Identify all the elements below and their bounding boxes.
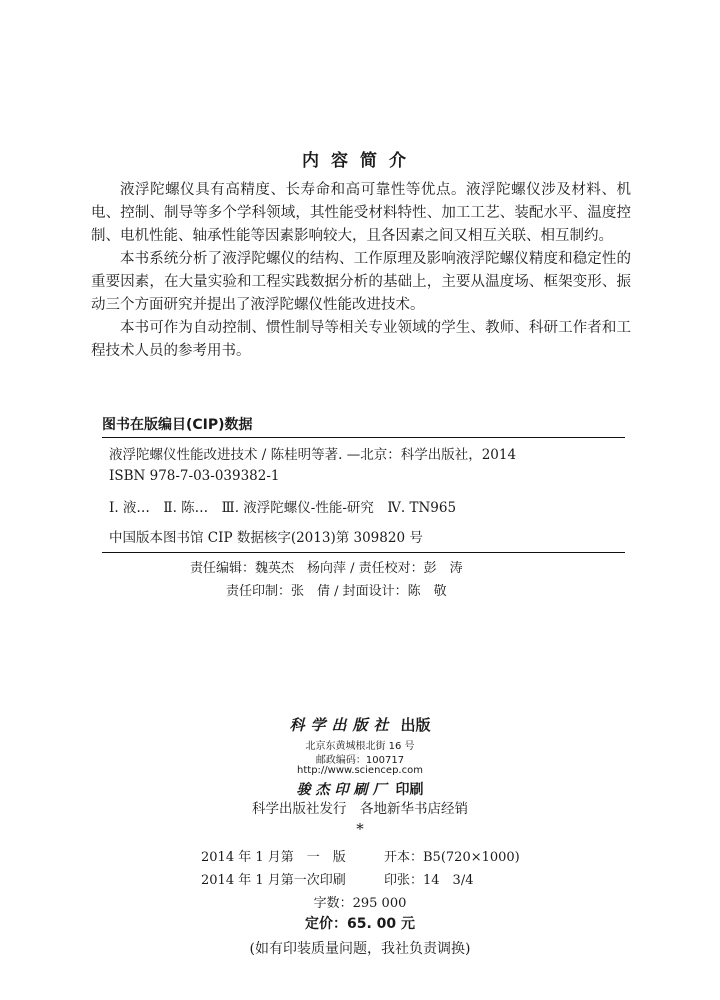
edition-info: 2014 年 1 月第 一 版: [201, 850, 346, 865]
summary-paragraph: 本书可作为自动控制、惯性制导等相关专业领域的学生、教师、科研工作者和工程技术人员的参考用书。: [91, 320, 631, 359]
format-info: 开本：B5(720×1000): [384, 850, 520, 865]
distribution-line: 科学出版社发行 各地新华书店经销: [252, 801, 468, 817]
cip-title-line: 液浮陀螺仪性能改进技术 / 陈桂明等著. —北京：科学出版社，2014: [109, 447, 517, 463]
summary-title: 内容简介: [302, 151, 418, 171]
cip-heading: 图书在版编目(CIP)数据: [102, 417, 253, 433]
cip-bottom-rule: [102, 552, 625, 553]
publisher-name: [0, 714, 720, 735]
quality-note: (如有印装质量问题，我社负责调换): [249, 941, 471, 957]
word-count: 字数：295 000: [313, 896, 407, 911]
publisher-postcode: 邮政编码：100717: [315, 755, 405, 766]
summary-paragraph: 液浮陀螺仪具有高精度、长寿命和高可靠性等优点。液浮陀螺仪涉及材料、机电、控制、制导等多个学科领域，其性能受材料特性、加工工艺、装配水平、温度控制、电机性能、轴承性能等因素影响较大，且各因素之间又相互关联、相互制约。: [91, 182, 631, 244]
cip-classification: Ⅰ. 液… Ⅱ. 陈… Ⅲ. 液浮陀螺仪-性能-研究 Ⅳ. TN965: [109, 500, 457, 516]
printer-logotype: 骏杰印刷厂: [296, 782, 392, 798]
printer-name: [0, 779, 720, 799]
summary-body: [91, 179, 631, 363]
printer-suffix: 印刷: [395, 782, 424, 798]
cip-isbn: ISBN 978-7-03-039382-1: [109, 468, 280, 484]
publisher-logotype: 科学出版社: [289, 716, 395, 734]
publisher-suffix: 出版: [400, 716, 431, 734]
publisher-address: 北京东黄城根北街 16 号: [305, 741, 415, 752]
separator-star: *: [356, 820, 364, 838]
summary-paragraph: 本书系统分析了液浮陀螺仪的结构、工作原理及影响液浮陀螺仪精度和稳定性的重要因素，在大量实验和工程实践数据分析的基础上，主要从温度场、框架变形、振动三个方面研究并提出了液浮陀螺仪性能改进技术。: [91, 251, 631, 313]
price: 定价：65. 00 元: [304, 916, 416, 932]
printing-info: 2014 年 1 月第一次印刷: [201, 873, 346, 888]
publisher-url: http://www.sciencep.com: [297, 765, 423, 776]
cip-top-rule: [102, 437, 625, 438]
production-line: 责任印制：张 倩 / 封面设计：陈 敬: [226, 584, 447, 599]
editors-line: 责任编辑：魏英杰 杨向萍 / 责任校对：彭 涛: [190, 561, 463, 576]
sheets-info: 印张：14 3/4: [384, 873, 474, 888]
cip-record-number: 中国版本图书馆 CIP 数据核字(2013)第 309820 号: [109, 530, 423, 546]
